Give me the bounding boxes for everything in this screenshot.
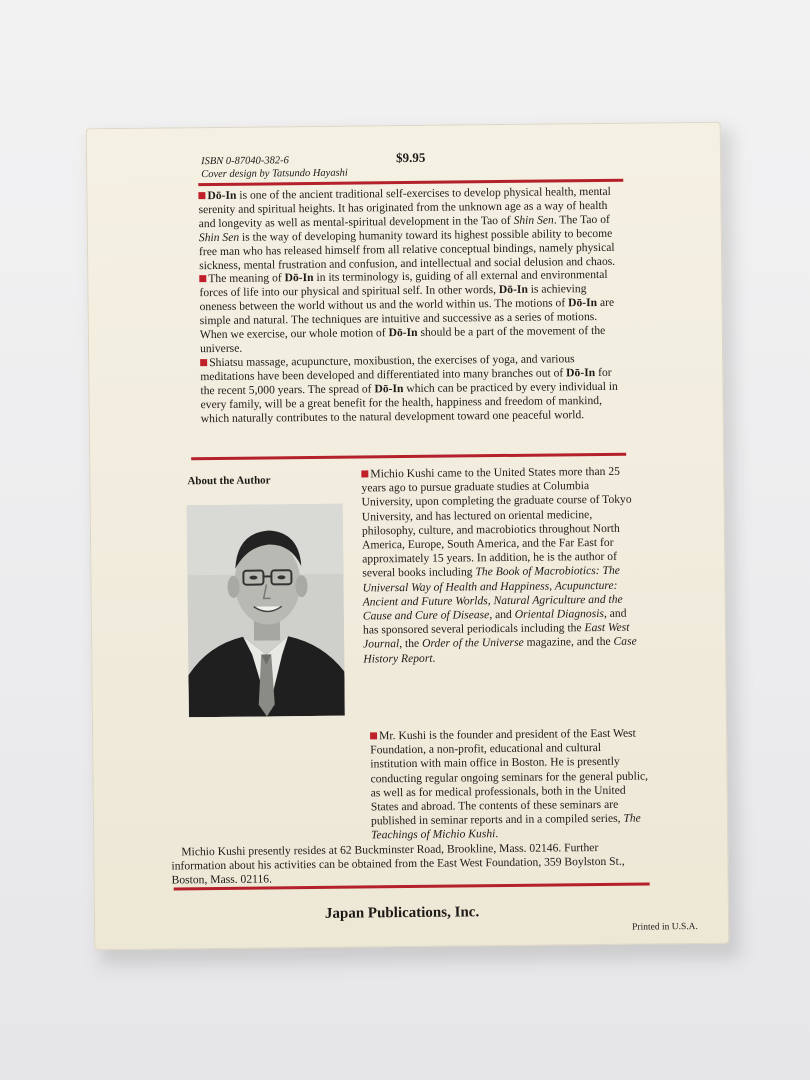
- text-run: magazine, and the: [523, 635, 614, 650]
- red-square-bullet: [200, 359, 207, 366]
- isbn-block: [201, 154, 348, 182]
- text-run: . The Tao of: [553, 212, 610, 227]
- term-do-in: Dō-In: [374, 381, 404, 396]
- term-do-in: Dō-In: [566, 365, 596, 380]
- description-paragraph-2: [199, 268, 625, 356]
- printed-in: Printed in U.S.A.: [632, 921, 698, 933]
- text-run: .: [432, 651, 436, 665]
- about-author-heading: About the Author: [187, 474, 271, 488]
- text-run: , and: [489, 607, 515, 622]
- price: $9.95: [395, 149, 426, 166]
- term-do-in: Dō-In: [498, 283, 528, 297]
- red-square-bullet: [370, 732, 377, 739]
- text-run: is the way of developing humanity toward its highest possible ability to become free man who has released himself from all relative conceptual bindings, namely physical sickness, mental frustration and confusion, and intellectual and social delusion and chaos.: [198, 226, 616, 272]
- author-bio-paragraph-2: [170, 726, 649, 845]
- author-bio-paragraph-3: Michio Kushi presently resides at 62 Buckminster Road, Brookline, Mass. 02146. Further information about his activities can be obtained from the East West Foundation, 359 Boylston St., Boston, Mass. 02116.: [171, 840, 625, 887]
- description-paragraph-1: [198, 185, 624, 273]
- red-square-bullet: [199, 276, 206, 283]
- description-block: [198, 185, 625, 426]
- text-run: , the: [399, 637, 423, 651]
- author-bio-paragraph-1: [361, 465, 643, 667]
- term-do-in: Dō-In: [207, 188, 237, 203]
- text-run: which can be practiced by every individual in every family, will be a great benefit for the health, happiness and freedom of mankind, which naturally contributes to the natural development toward one peaceful world.: [200, 379, 618, 425]
- italic-run: Shin Sen: [198, 230, 240, 244]
- text-run: Mr. Kushi is the founder and president of the East West Foundation, a non-profit, educational and cultural institution with main office in Boston. He is presently conducting regular ongoing seminars for the general public, as well as for medical professionals, both in the United States and abroad. The contents of these seminars are published in seminar reports and in a compiled series,: [370, 726, 649, 828]
- red-square-bullet: [198, 192, 205, 199]
- book-back-cover: [86, 122, 730, 951]
- italic-run: Shin Sen: [513, 213, 554, 227]
- term-do-in: Dō-In: [567, 296, 598, 310]
- text-run: is achieving oneness between the world without us and the world within us. The motions of: [199, 282, 587, 314]
- text-run: The meaning of: [208, 271, 285, 286]
- cover-design-credit: Cover design by Tatsundo Hayashi: [201, 167, 348, 181]
- text-run: .: [495, 827, 499, 841]
- periodical-title: Order of the Universe: [421, 636, 524, 651]
- book-title: Oriental Diagnosis: [514, 606, 604, 621]
- publisher-name: Japan Publications, Inc.: [324, 904, 480, 922]
- term-do-in: Dō-In: [284, 271, 314, 285]
- text-run: are simple and natural. The techniques are intuitive and successive as a series of motions. When we exercise, our whole motion of: [199, 296, 615, 342]
- periodical-title: East West Journal: [363, 620, 630, 651]
- author-portrait-illustration: [187, 504, 345, 718]
- book-title: The Book of Macrobiotics: The Universal Way of Health and Happiness, Acupuncture: Ancient and Future Worlds, Natural Agriculture and the Cause and Cure of Disease: [362, 564, 623, 623]
- text-run: , and has sponsored several periodicals including the: [362, 606, 627, 637]
- text-run: Michio Kushi came to the United States more than 25 years ago to pursue graduate studies at Columbia University, upon completing the graduate course of Tokyo University, and has lectured on oriental medicine, philosophy, culture, and macrobiotics throughout North America, Europe, South America, and the Far East for approximately 15 years. In addition, he is the author of several books including: [361, 464, 632, 580]
- text-run: should be a part of the movement of the universe.: [199, 323, 606, 356]
- term-do-in: Dō-In: [388, 325, 418, 340]
- series-title: The Teachings of Michio Kushi: [371, 811, 641, 842]
- text-run: for the recent 5,000 years. The spread of: [200, 365, 612, 397]
- author-photo: [187, 504, 345, 718]
- text-run: is one of the ancient traditional self-exercises to develop physical health, mental serenity and spiritual heights. It has originated from the unknown age as a way of health and longevity as well as mental-spiritual development in the Tao of: [198, 184, 611, 230]
- text-run: Shiatsu massage, acupuncture, moxibustion, the exercises of yoga, and various meditations have been developed and differentiated into many branches out of: [200, 352, 575, 383]
- description-paragraph-3: [200, 352, 626, 426]
- isbn-text: ISBN 0-87040-382-6: [201, 155, 289, 168]
- author-bio-column: [361, 465, 643, 667]
- text-run: in its terminology is, guiding of all external and environmental forces of life into our physical and spiritual self. In other words,: [199, 268, 608, 300]
- periodical-title: Case History Report: [363, 635, 637, 666]
- middle-red-rule: [191, 453, 626, 461]
- red-square-bullet: [361, 470, 368, 477]
- author-bio-wide: [170, 726, 650, 887]
